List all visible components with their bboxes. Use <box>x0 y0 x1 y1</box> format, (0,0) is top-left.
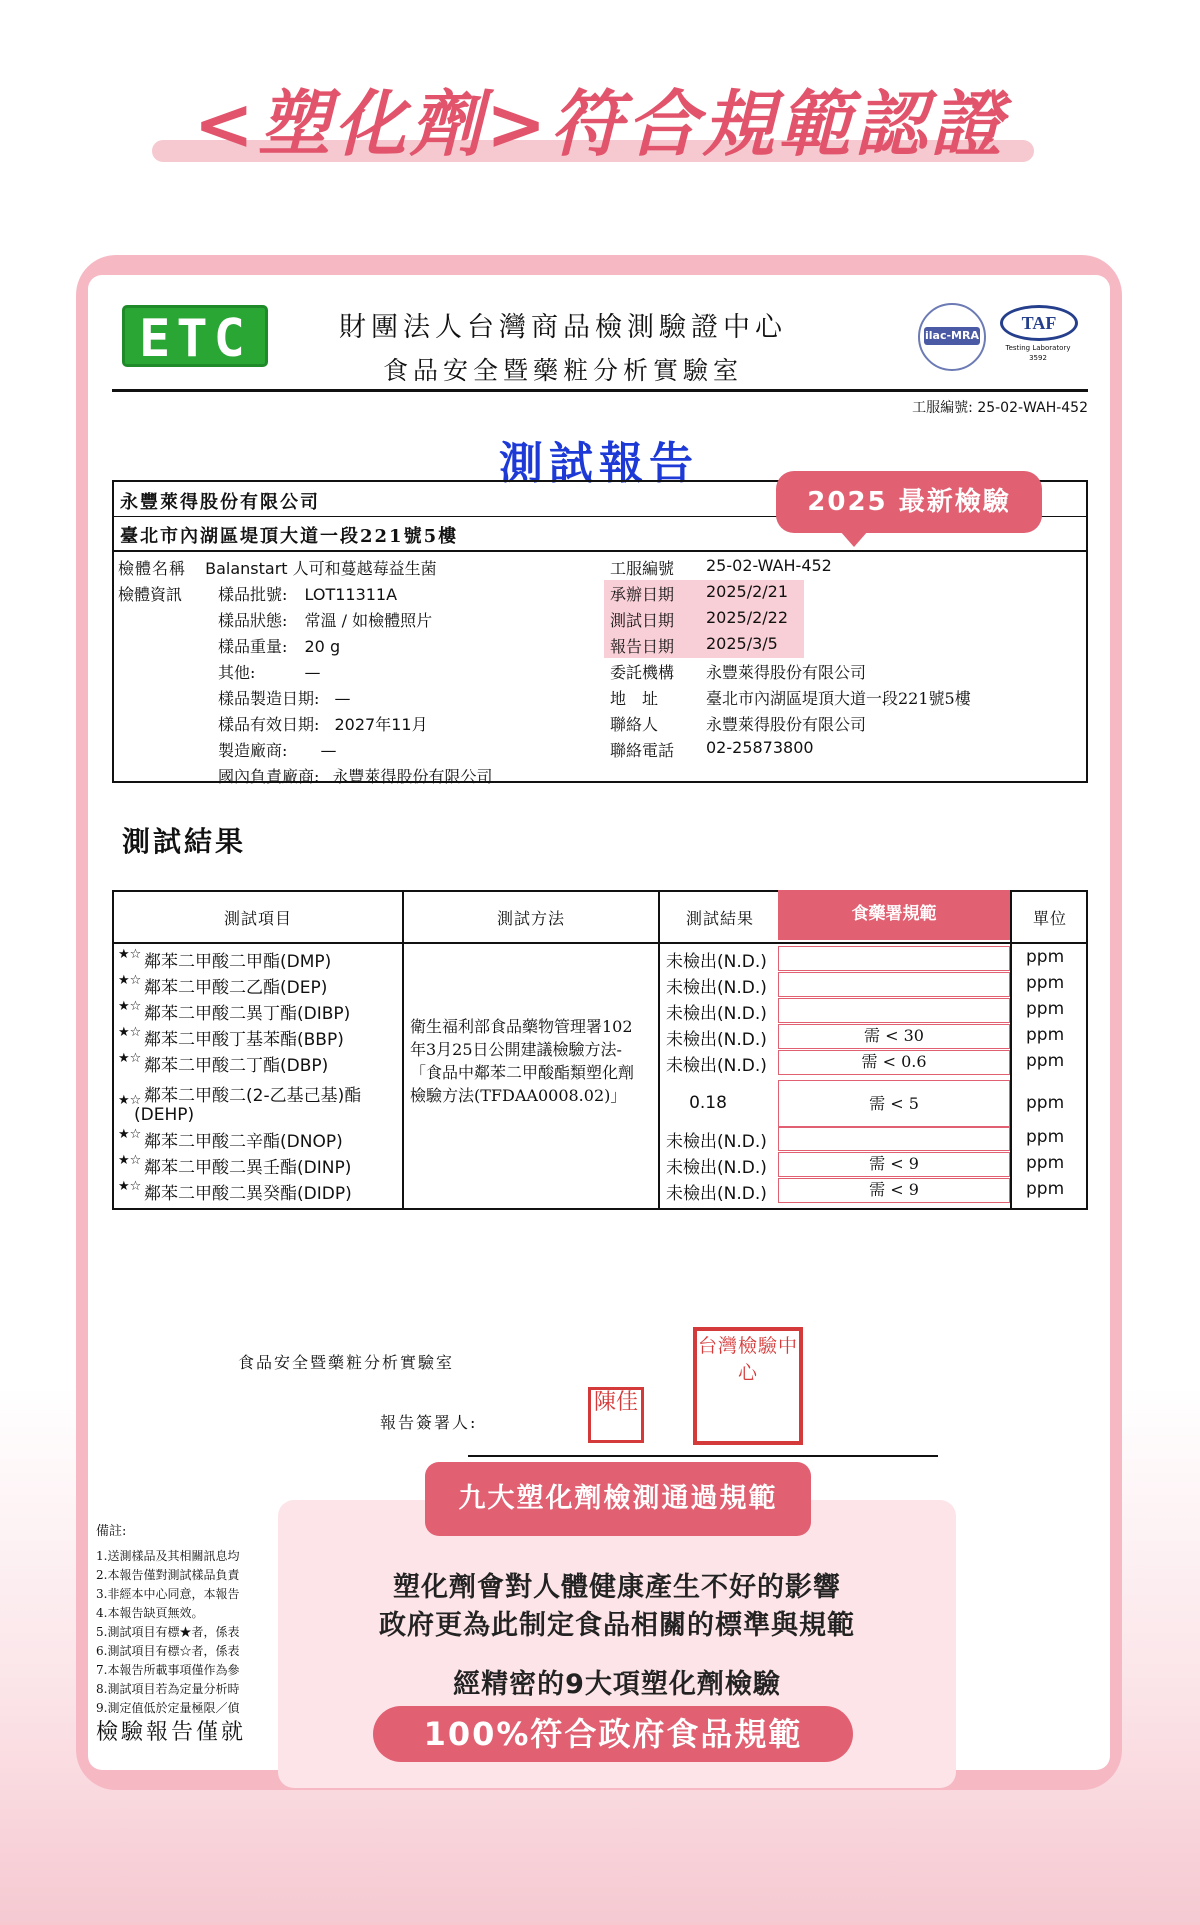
row-unit: ppm <box>1026 973 1065 993</box>
row-mark: ★☆ <box>118 973 142 988</box>
summary-line-2: 政府更為此制定食品相關的標準與規範 <box>379 1610 855 1641</box>
row-item: 鄰苯二甲酸二(2-乙基己基)酯 <box>144 1086 362 1106</box>
row-mark: ★☆ <box>118 1127 142 1142</box>
maker-row <box>218 738 337 761</box>
row-item: 鄰苯二甲酸二異癸酯(DIDP) <box>144 1184 352 1204</box>
row-unit: ppm <box>1026 1025 1065 1045</box>
row-item: 鄰苯二甲酸丁基苯酯(BBP) <box>144 1030 344 1050</box>
note-item: 3.非經本中心同意，本報告 <box>96 1587 240 1601</box>
row-result: 未檢出(N.D.) <box>666 1004 767 1024</box>
row-result: 0.18 <box>689 1093 727 1113</box>
org-name: 財團法人台灣商品檢測驗證中心 <box>339 312 787 343</box>
contact-label: 聯絡人 <box>610 715 659 734</box>
row-regulation <box>778 972 1010 997</box>
exp-date-value: 2027年11月 <box>334 715 428 734</box>
summary-line-1: 塑化劑會對人體健康產生不好的影響 <box>393 1572 841 1603</box>
row-unit: ppm <box>1026 1127 1065 1147</box>
th-regulation: 食藥署規範 <box>778 890 1010 940</box>
maker-label: 製造廠商: <box>218 741 288 760</box>
signature-line <box>468 1455 938 1457</box>
address-row <box>610 686 971 709</box>
row-unit: ppm <box>1026 1153 1065 1173</box>
taf-sub <box>988 343 1088 363</box>
row-unit: ppm <box>1026 1051 1065 1071</box>
weight-value: 20 g <box>304 637 341 656</box>
row-unit: ppm <box>1026 1179 1065 1199</box>
row-item-line2: (DEHP) <box>134 1105 195 1125</box>
row-result: 未檢出(N.D.) <box>666 1132 767 1152</box>
other-label: 其他: <box>218 663 256 682</box>
taf-sub-1: Testing Laboratory <box>1005 344 1071 352</box>
org-sub: 食品安全暨藥粧分析實驗室 <box>382 356 743 385</box>
taf-logo: TAF <box>1000 305 1078 341</box>
th-item: 測試項目 <box>223 909 292 928</box>
phone-value: 02-25873800 <box>706 738 814 757</box>
state-value: 常溫 / 如檢體照片 <box>304 611 433 630</box>
lot-label: 樣品批號: <box>218 585 288 604</box>
row-regulation <box>778 1126 1010 1151</box>
lot-row <box>218 582 397 605</box>
row-mark: ★☆ <box>118 1153 142 1168</box>
job-no-row <box>610 556 832 579</box>
test-date-row <box>604 606 804 632</box>
note-item: 6.測試項目有標☆者，係表 <box>96 1644 240 1658</box>
row-mark: ★☆ <box>118 1093 142 1108</box>
th-result: 測試結果 <box>685 909 754 928</box>
results-title: 測試結果 <box>122 825 247 858</box>
col-divider-2 <box>658 892 660 1208</box>
mfg-date-value: — <box>334 689 351 708</box>
note-item: 7.本報告所載事項僅作為參 <box>96 1663 240 1677</box>
maker-value: — <box>320 741 337 760</box>
row-regulation: 需 < 5 <box>778 1080 1010 1128</box>
address-label: 地 址 <box>610 689 659 708</box>
row-result: 未檢出(N.D.) <box>666 1184 767 1204</box>
summary-pill: 100%符合政府食品規範 <box>373 1706 853 1762</box>
test-date-label: 測試日期 <box>610 611 675 630</box>
mfg-date-label: 樣品製造日期: <box>218 689 320 708</box>
note-item: 5.測試項目有標★者，係表 <box>96 1625 240 1639</box>
taf-sub-2: 3592 <box>1029 354 1047 362</box>
page-title: <塑化劑>符合規範認證 <box>193 82 1007 166</box>
row-mark: ★☆ <box>118 1051 142 1066</box>
note-item: 2.本報告僅對測試樣品負責 <box>96 1568 240 1582</box>
row-result: 未檢出(N.D.) <box>666 1056 767 1076</box>
exp-date-label: 樣品有效日期: <box>218 715 320 734</box>
row-regulation: 需 < 0.6 <box>778 1050 1010 1075</box>
th-method: 測試方法 <box>496 909 565 928</box>
row-mark: ★☆ <box>118 1179 142 1194</box>
accept-date-row <box>604 580 804 606</box>
row-item: 鄰苯二甲酸二異丁酯(DIBP) <box>144 1004 351 1024</box>
signer-label: 報告簽署人: <box>380 1413 478 1432</box>
job-no-value: 25-02-WAH-452 <box>706 556 832 575</box>
ilac-mra-text: ilac-MRA <box>924 327 980 345</box>
col-divider-1 <box>402 892 404 1208</box>
report-date-row <box>604 632 804 658</box>
report-date-value: 2025/3/5 <box>706 634 778 653</box>
weight-label: 樣品重量: <box>218 637 288 656</box>
col-divider-3 <box>1010 892 1012 1208</box>
results-header-line <box>114 942 1086 944</box>
other-value: — <box>304 663 321 682</box>
lab-name: 食品安全暨藥粧分析實驗室 <box>238 1353 455 1372</box>
test-method: 衛生福利部食品藥物管理署102年3月25日公開建議檢驗方法-「食品中鄰苯二甲酸酯類塑化劑檢驗方法(TFDAA0008.02)」 <box>410 1017 635 1105</box>
report-no-top <box>788 397 1088 417</box>
row-unit: ppm <box>1026 999 1065 1019</box>
agency-value: 永豐萊得股份有限公司 <box>706 663 867 682</box>
sample-name-value: Balanstart 人可和蔓越莓益生菌 <box>205 559 437 578</box>
notes-title: 備註: <box>96 1524 127 1539</box>
note-item: 8.測試項目若為定量分析時 <box>96 1682 240 1696</box>
note-item: 9.測定值低於定量極限／偵 <box>96 1701 240 1715</box>
center-seal: 台灣檢驗中心 <box>693 1327 803 1445</box>
row-regulation <box>778 998 1010 1023</box>
other-row <box>218 660 321 683</box>
state-row <box>218 608 432 631</box>
header-divider <box>112 389 1088 392</box>
lot-value: LOT11311A <box>304 585 398 604</box>
accept-date-label: 承辦日期 <box>610 585 675 604</box>
page-title-area <box>0 60 1200 170</box>
weight-row <box>218 634 340 657</box>
domestic-row <box>218 764 493 787</box>
etc-logo: ETC <box>122 305 268 367</box>
phone-label: 聯絡電話 <box>610 741 675 760</box>
info-sep-2 <box>114 550 1086 552</box>
row-result: 未檢出(N.D.) <box>666 952 767 972</box>
row-unit: ppm <box>1026 947 1065 967</box>
state-label: 樣品狀態: <box>218 611 288 630</box>
summary-tab: 九大塑化劑檢測通過規範 <box>425 1462 811 1536</box>
latest-test-badge: 2025 最新檢驗 <box>776 471 1042 533</box>
sample-info-label: 檢體資訊 <box>118 585 183 604</box>
row-item: 鄰苯二甲酸二辛酯(DNOP) <box>144 1132 343 1152</box>
signer-seal: 陳佳 <box>588 1387 644 1443</box>
test-date-value: 2025/2/22 <box>706 608 789 627</box>
domestic-value: 永豐萊得股份有限公司 <box>332 767 493 786</box>
phone-row <box>610 738 814 761</box>
agency-row <box>610 660 867 683</box>
job-no-label: 工服編號 <box>610 559 675 578</box>
client-address: 臺北市內湖區堤頂大道一段221號5樓 <box>120 526 459 547</box>
accept-date-value: 2025/2/21 <box>706 582 789 601</box>
agency-label: 委託機構 <box>610 663 675 682</box>
report-no-value: 25-02-WAH-452 <box>977 400 1088 416</box>
row-mark: ★☆ <box>118 999 142 1014</box>
note-item: 4.本報告缺頁無效。 <box>96 1606 204 1620</box>
row-unit: ppm <box>1026 1093 1065 1113</box>
row-regulation: 需 < 9 <box>778 1178 1010 1203</box>
contact-value: 永豐萊得股份有限公司 <box>706 715 867 734</box>
row-regulation <box>778 946 1010 971</box>
note-item: 1.送測樣品及其相關訊息均 <box>96 1549 240 1563</box>
notes-bottom-text: 檢驗報告僅就 <box>96 1720 247 1745</box>
domestic-label: 國內負責廠商: <box>218 767 320 786</box>
contact-row <box>610 712 867 735</box>
row-item: 鄰苯二甲酸二異壬酯(DINP) <box>144 1158 352 1178</box>
row-item: 鄰苯二甲酸二乙酯(DEP) <box>144 978 328 998</box>
report-no-label: 工服編號: <box>912 400 973 416</box>
row-mark: ★☆ <box>118 1025 142 1040</box>
summary-line-3: 經精密的9大項塑化劑檢驗 <box>453 1669 781 1700</box>
row-regulation: 需 < 9 <box>778 1152 1010 1177</box>
row-item: 鄰苯二甲酸二丁酯(DBP) <box>144 1056 329 1076</box>
row-regulation: 需 < 30 <box>778 1024 1010 1049</box>
row-item: 鄰苯二甲酸二甲酯(DMP) <box>144 952 332 972</box>
address-value: 臺北市內湖區堤頂大道一段221號5樓 <box>706 689 971 708</box>
report-title: 測試報告 <box>499 438 699 489</box>
mfg-date-row <box>218 686 351 709</box>
sample-name-row <box>118 556 437 579</box>
client-name: 永豐萊得股份有限公司 <box>120 492 320 513</box>
row-result: 未檢出(N.D.) <box>666 978 767 998</box>
row-mark: ★☆ <box>118 947 142 962</box>
sample-name-label: 檢體名稱 <box>118 559 187 578</box>
report-date-label: 報告日期 <box>610 637 675 656</box>
badge-tail <box>840 531 868 547</box>
exp-date-row <box>218 712 428 735</box>
row-result: 未檢出(N.D.) <box>666 1158 767 1178</box>
ilac-mra-logo <box>918 303 986 371</box>
th-unit: 單位 <box>1032 909 1067 928</box>
row-result: 未檢出(N.D.) <box>666 1030 767 1050</box>
